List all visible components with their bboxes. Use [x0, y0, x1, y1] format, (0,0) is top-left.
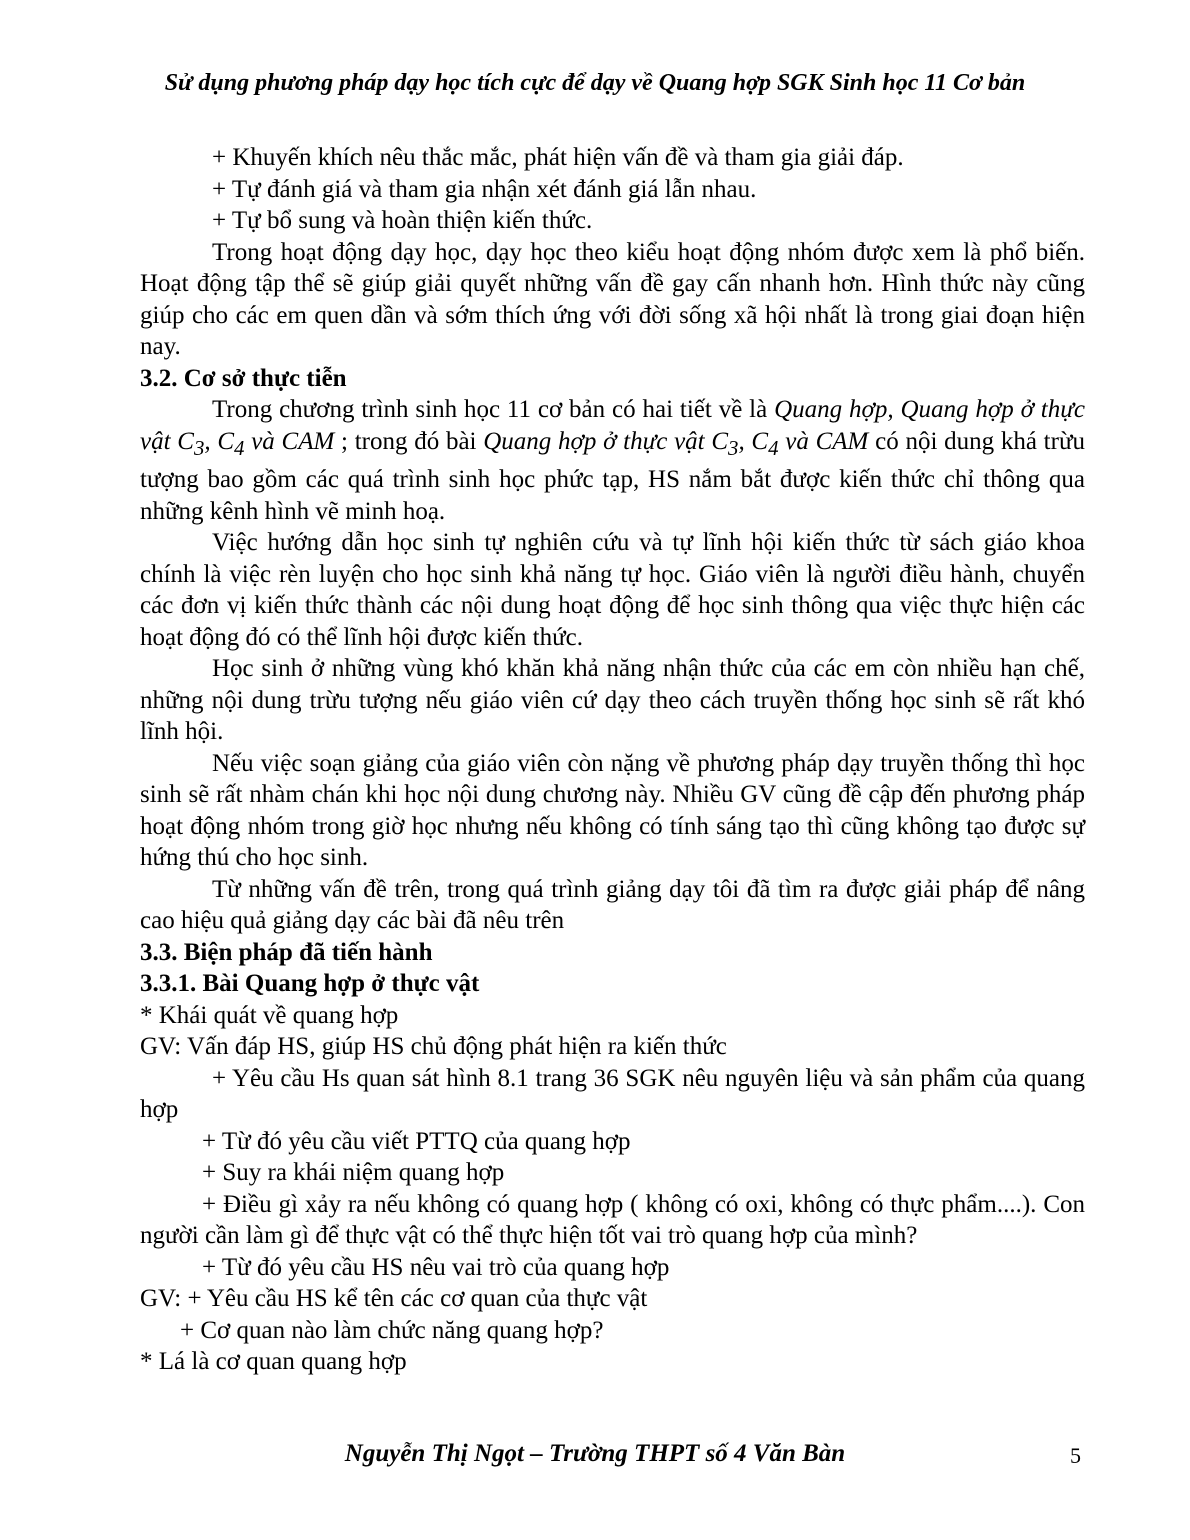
teacher-line: GV: Vấn đáp HS, giúp HS chủ động phát hiện ra kiến thức: [140, 1033, 727, 1060]
page-number: 5: [1070, 1443, 1081, 1468]
teacher-line: GV: + Yêu cầu HS kể tên các cơ quan của thực vật: [140, 1285, 648, 1312]
bullet-line: + Suy ra khái niệm quang hợp: [202, 1159, 505, 1186]
star-item: * Khái quát về quang hợp: [140, 1001, 399, 1029]
paragraph: Từ những vấn đề trên, trong quá trình giảng dạy tôi đã tìm ra được giải pháp để nâng cao hiệu quả giảng dạy các bài đã nêu trên: [140, 875, 1085, 934]
paragraph: Học sinh ở những vùng khó khăn khả năng nhận thức của các em còn nhiều hạn chế, những nội dung trừu tượng nếu giáo viên cứ dạy theo cách truyền thống học sinh sẽ rất khó lĩnh hội.: [140, 655, 1085, 745]
paragraph: Nếu việc soạn giảng của giáo viên còn nặng về phương pháp dạy truyền thống thì học sinh sẽ rất nhàm chán khi học nội dung chương này. Nhiều GV cũng đề cập đến phương pháp hoạt động nhóm trong giờ học nhưng nếu không có tính sáng tạo thì cũng không tạo được sự hứng thú cho học sinh.: [140, 749, 1085, 871]
running-footer: Nguyễn Thị Ngọt – Trường THPT số 4 Văn Bàn: [344, 1440, 846, 1467]
paragraph-practical-basis: Trong chương trình sinh học 11 cơ bản có hai tiết về là Quang hợp, Quang hợp ở thực vật $C_3$, $C_4$ và CAM ; trong đó bài Quang hợp ở thực vật $C_3$, $C_4$ và CAM có nội dung khá trừu tượng bao gồm các quá trình sinh học phức tạp, HS nắm bắt được kiến thức chỉ thông qua những kênh hình vẽ minh hoạ.: [140, 396, 1086, 525]
section-heading-3-2: 3.2. Cơ sở thực tiễn: [140, 364, 347, 392]
bullet-line: + Cơ quan nào làm chức năng quang hợp?: [180, 1316, 604, 1344]
body-text: [140, 142, 1085, 1378]
bullet-line: + Yêu cầu Hs quan sát hình 8.1 trang 36 SGK nêu nguyên liệu và sản phẩm của quang hợp: [140, 1064, 1085, 1123]
bullet-line: + Từ đó yêu cầu HS nêu vai trò của quang hợp: [202, 1253, 670, 1281]
paragraph: Việc hướng dẫn học sinh tự nghiên cứu và tự lĩnh hội kiến thức từ sách giáo khoa chính là việc rèn luyện cho học sinh khả năng tự học. Giáo viên là người điều hành, chuyển các đơn vị kiến thức thành các nội dung hoạt động để học sinh thông qua việc thực hiện các hoạt động đó có thể lĩnh hội được kiến thức.: [140, 529, 1085, 651]
bullet-line: + Tự bổ sung và hoàn thiện kiến thức.: [212, 207, 593, 234]
paragraph: Trong hoạt động dạy học, dạy học theo kiểu hoạt động nhóm được xem là phổ biến. Hoạt động tập thể sẽ giúp giải quyết những vấn đề gay cấn nhanh hơn. Hình thức này cũng giúp cho các em quen dần và sớm thích ứng với đời sống xã hội nhất là trong giai đoạn hiện nay.: [140, 238, 1085, 360]
section-heading-3-3-1: 3.3.1. Bài Quang hợp ở thực vật: [140, 970, 480, 997]
bullet-line: + Khuyến khích nêu thắc mắc, phát hiện vấn đề và tham gia giải đáp.: [212, 144, 904, 171]
bullet-line: + Tự đánh giá và tham gia nhận xét đánh giá lẫn nhau.: [212, 175, 757, 203]
star-item: * Lá là cơ quan quang hợp: [140, 1348, 407, 1375]
bullet-line: + Điều gì xảy ra nếu không có quang hợp ( không có oxi, không có thực phẩm....). Con người cần làm gì để thực vật có thể thực hiện tốt vai trò quang hợp của mình?: [140, 1190, 1085, 1249]
running-header: Sử dụng phương pháp dạy học tích cực để dạy về Quang hợp SGK Sinh học 11 Cơ bản: [164, 70, 1026, 96]
section-heading-3-3: 3.3. Biện pháp đã tiến hành: [140, 938, 433, 966]
bullet-line: + Từ đó yêu cầu viết PTTQ của quang hợp: [202, 1127, 631, 1155]
